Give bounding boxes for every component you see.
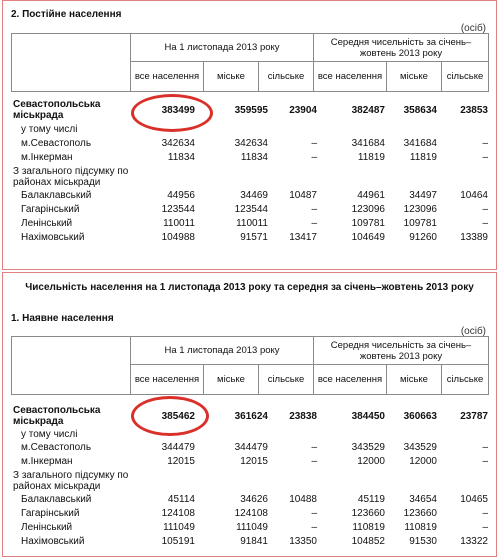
- cell-value: 344479: [234, 442, 268, 453]
- table-row: [13, 217, 491, 231]
- cell-value: 382487: [351, 105, 385, 116]
- cell-value: 13350: [289, 536, 317, 547]
- table-header: [11, 33, 489, 92]
- cell-value: 110819: [352, 522, 385, 533]
- header-blank-cell: [12, 34, 131, 92]
- table-panel-present: [2, 272, 497, 557]
- cell-value: 10465: [460, 494, 488, 505]
- cell-value: 13389: [460, 232, 488, 243]
- cell-value: 12000: [409, 456, 437, 467]
- table-row: [13, 521, 491, 535]
- header-col-avg-rural: сільське: [442, 365, 489, 395]
- cell-value: 91571: [240, 232, 268, 243]
- header-group-b: Середня чисельність за січень–жовтень 2013 року: [314, 337, 489, 365]
- cell-value: 111049: [236, 522, 268, 533]
- table-row: [13, 469, 491, 493]
- cell-value: 123660: [403, 508, 437, 519]
- cell-value: 344479: [161, 442, 195, 453]
- row-label: м.Інкерман: [21, 152, 73, 163]
- cell-value: 342634: [161, 138, 195, 149]
- table-row: [13, 441, 491, 455]
- cell-value: 110011: [236, 218, 268, 229]
- cell-value: 11834: [167, 152, 195, 163]
- cell-value: 110819: [404, 522, 437, 533]
- row-label: Ленінський: [21, 522, 73, 533]
- cell-value: 341684: [351, 138, 385, 149]
- table-row: [13, 493, 491, 507]
- cell-value: 91841: [240, 536, 268, 547]
- cell-value: 123544: [234, 204, 268, 215]
- cell-value: 383499: [161, 105, 195, 116]
- table-row: [13, 151, 491, 165]
- section-title: 1. Наявне населення: [11, 313, 114, 324]
- table-row: [13, 231, 491, 245]
- cell-value: 341684: [403, 138, 437, 149]
- cell-value: –: [482, 508, 488, 519]
- header-col-total: все населення: [131, 62, 204, 92]
- cell-value: –: [482, 204, 488, 215]
- cell-value: 13322: [460, 536, 488, 547]
- cell-value: 385462: [161, 411, 195, 422]
- row-label: Гагарінський: [21, 508, 80, 519]
- cell-value: 123096: [351, 204, 385, 215]
- cell-value: 109781: [351, 218, 385, 229]
- row-label: м.Севастополь: [21, 138, 92, 149]
- header-blank-cell: [12, 337, 131, 395]
- cell-value: 12015: [167, 456, 195, 467]
- cell-value: 343529: [351, 442, 385, 453]
- table-row: [13, 507, 491, 521]
- cell-value: 360663: [403, 411, 437, 422]
- cell-value: 23904: [289, 105, 317, 116]
- header-col-rural: сільське: [259, 62, 314, 92]
- cell-value: –: [311, 218, 317, 229]
- cell-value: 123544: [161, 204, 195, 215]
- header-col-avg-urban: міське: [387, 62, 442, 92]
- section-title: 2. Постійне населення: [11, 9, 122, 20]
- table-panel-permanent: [2, 0, 497, 270]
- unit-label: (осіб): [460, 326, 486, 337]
- cell-value: 109781: [403, 218, 437, 229]
- row-label: Нахімовський: [21, 232, 85, 243]
- cell-value: 110011: [163, 218, 195, 229]
- cell-value: –: [482, 456, 488, 467]
- table-body: [13, 99, 491, 245]
- cell-value: –: [482, 522, 488, 533]
- highlight-circle: [131, 94, 213, 132]
- table-row: [13, 165, 491, 189]
- header-group-b: Середня чисельність за січень–жовтень 2013 року: [314, 34, 489, 62]
- cell-value: 10464: [460, 190, 488, 201]
- row-label: м.Севастополь: [21, 442, 92, 453]
- cell-value: 104649: [351, 232, 385, 243]
- cell-value: 123096: [403, 204, 437, 215]
- cell-value: –: [311, 522, 317, 533]
- table-row: [13, 137, 491, 151]
- cell-value: 343529: [403, 442, 437, 453]
- cell-value: –: [311, 138, 317, 149]
- cell-value: 124108: [234, 508, 268, 519]
- row-label: З загального підсумку по районах міськради: [13, 166, 129, 188]
- cell-value: –: [482, 138, 488, 149]
- header-col-total: все населення: [131, 365, 204, 395]
- cell-value: 358634: [403, 105, 437, 116]
- cell-value: 104988: [161, 232, 195, 243]
- cell-value: –: [311, 442, 317, 453]
- cell-value: 23838: [289, 411, 317, 422]
- table-row: [13, 535, 491, 549]
- document-heading: Чисельність населення на 1 листопада 2013 року та середня за січень–жовтень 2013 року: [25, 282, 474, 293]
- cell-value: 44956: [167, 190, 195, 201]
- cell-value: 23787: [460, 411, 488, 422]
- cell-value: 10488: [289, 494, 317, 505]
- header-col-urban: міське: [204, 62, 259, 92]
- cell-value: 45114: [167, 494, 195, 505]
- table-row: [13, 99, 491, 123]
- cell-value: 111049: [163, 522, 195, 533]
- cell-value: –: [482, 152, 488, 163]
- cell-value: 10487: [289, 190, 317, 201]
- row-label: Ленінський: [21, 218, 73, 229]
- row-label: Балаклавський: [21, 494, 92, 505]
- cell-value: 13417: [289, 232, 317, 243]
- row-label: у тому числі: [21, 124, 78, 135]
- row-label: З загального підсумку по районах міськради: [13, 470, 129, 492]
- cell-value: 34654: [409, 494, 437, 505]
- table-row: [13, 203, 491, 217]
- header-col-avg-urban: міське: [387, 365, 442, 395]
- cell-value: 384450: [351, 411, 385, 422]
- header-group-a: На 1 листопада 2013 року: [131, 337, 314, 365]
- cell-value: 124108: [161, 508, 195, 519]
- header-col-rural: сільське: [259, 365, 314, 395]
- table-row: [13, 429, 491, 441]
- row-label: Нахімовський: [21, 536, 85, 547]
- cell-value: 123660: [351, 508, 385, 519]
- cell-value: 104852: [351, 536, 385, 547]
- cell-value: 23853: [460, 105, 488, 116]
- row-label: м.Інкерман: [21, 456, 73, 467]
- cell-value: –: [482, 442, 488, 453]
- header-col-urban: міське: [204, 365, 259, 395]
- header-col-avg-total: все населення: [314, 62, 387, 92]
- highlight-circle: [131, 396, 209, 436]
- cell-value: 342634: [234, 138, 268, 149]
- cell-value: 91260: [409, 232, 437, 243]
- cell-value: 44961: [357, 190, 385, 201]
- table-header: [11, 336, 489, 395]
- row-label: Севастопольська міськрада: [13, 405, 101, 427]
- row-label: у тому числі: [21, 429, 78, 440]
- cell-value: 105191: [161, 536, 195, 547]
- cell-value: 11819: [409, 152, 437, 163]
- header-col-avg-rural: сільське: [442, 62, 489, 92]
- row-label: Севастопольська міськрада: [13, 99, 101, 121]
- cell-value: 359595: [234, 105, 268, 116]
- unit-label: (осіб): [460, 23, 486, 34]
- cell-value: 12015: [240, 456, 268, 467]
- cell-value: 91530: [409, 536, 437, 547]
- cell-value: 11819: [357, 152, 385, 163]
- row-label: Балаклавський: [21, 190, 92, 201]
- table-row: [13, 123, 491, 137]
- cell-value: –: [311, 204, 317, 215]
- cell-value: –: [311, 456, 317, 467]
- cell-value: 34626: [240, 494, 268, 505]
- header-group-a: На 1 листопада 2013 року: [131, 34, 314, 62]
- cell-value: –: [311, 508, 317, 519]
- header-col-avg-total: все населення: [314, 365, 387, 395]
- table-body: [13, 405, 491, 549]
- cell-value: 12000: [357, 456, 385, 467]
- table-row: [13, 455, 491, 469]
- cell-value: –: [311, 152, 317, 163]
- cell-value: 11834: [240, 152, 268, 163]
- cell-value: 34497: [409, 190, 437, 201]
- table-row: [13, 405, 491, 429]
- table-row: [13, 189, 491, 203]
- cell-value: 34469: [240, 190, 268, 201]
- cell-value: 45119: [357, 494, 385, 505]
- cell-value: –: [482, 218, 488, 229]
- row-label: Гагарінський: [21, 204, 80, 215]
- cell-value: 361624: [234, 411, 268, 422]
